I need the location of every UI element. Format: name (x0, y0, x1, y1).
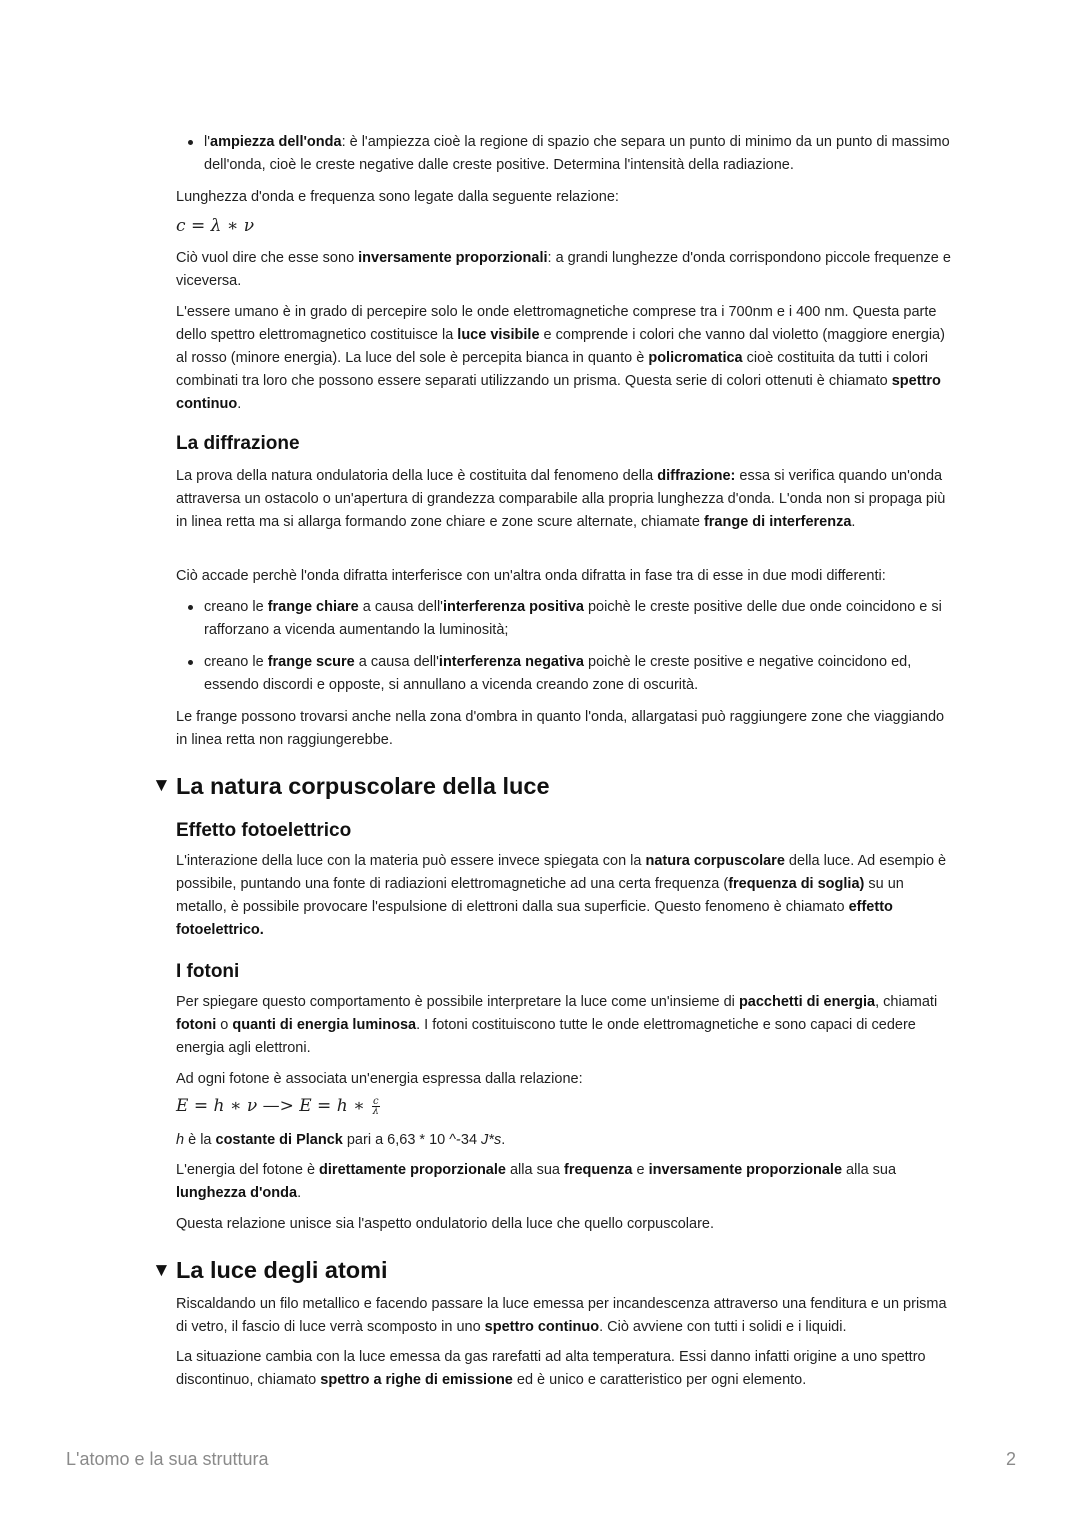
heading-effetto-fotoelettrico: Effetto fotoelettrico (176, 820, 352, 841)
paragraph-planck: h è la costante di Planck pari a 6,63 * 10 ^-34 J*s. (176, 1132, 506, 1148)
heading-fotoni: I fotoni (176, 961, 240, 982)
paragraph-unisce: Questa relazione unisce sia l'aspetto ondulatorio della luce che quello corpuscolare. (176, 1216, 714, 1232)
footer-document-title: L'atomo e la sua struttura (66, 1449, 269, 1469)
paragraph-effetto: L'interazione della luce con la materia può essere invece spiegata con la natura corpuscolare della luce. Ad esempio è possibile, puntando una fonte di radiazioni elettromagnetiche ad una certa frequenza (frequenza di soglia) su un metallo, è possibile provocare l'espulsione di elettroni dalla sua superficie. Questo fenomeno è chiamato effetto fotoelettrico. (176, 853, 947, 938)
paragraph-human-vision: L'essere umano è in grado di percepire solo le onde elettromagnetiche comprese tra i 700nm e i 400 nm. Questa parte dello spettro elettromagnetico costituisce la luce visibile e comprende i colori che vanno dal violetto (maggiore energia) al rosso (minore energia). La luce del sole è percepita bianca in quanto è policromatica cioè costituita da tutti i colori combinati tra loro che possono essere separati utilizzando un prisma. Questa serie di colori ottenuti è chiamato spettro continuo. (176, 304, 945, 412)
toggle-triangle-icon[interactable]: ▼ (152, 775, 171, 796)
bullet-list-amplitude (176, 131, 956, 177)
formula-energy: E = h ∗ ν —> E = h ∗ $\frac{c}{\lambda}$ (176, 1096, 379, 1117)
paragraph-energia: Ad ogni fotone è associata un'energia espressa dalla relazione: (176, 1071, 583, 1087)
list-item: creano le frange scure a causa dell'interferenza negativa poichè le creste positive e negative coincidono ed, essendo discordi e opposte, si annullano a vicenda creando zone di oscurità. (176, 651, 956, 697)
toggle-triangle-icon[interactable]: ▼ (152, 1260, 171, 1281)
paragraph-fotoni: Per spiegare questo comportamento è possibile interpretare la luce come un'insieme di pacchetti di energia, chiamati fotoni o quanti di energia luminosa. I fotoni costituiscono tutte le onde elettromagnetiche e sono capaci di cedere energia agli elettroni. (176, 994, 938, 1056)
paragraph-diffraction-2: Ciò accade perchè l'onda difratta interferisce con un'altra onda difratta in fase tra di esse in due modi differenti: (176, 568, 886, 584)
heading-diffraction: La diffrazione (176, 433, 300, 454)
footer-page-number: 2 (1005, 1449, 1016, 1469)
list-item: l'ampiezza dell'onda: è l'ampiezza cioè la regione di spazio che separa un punto di minimo da un punto di massimo dell'onda, cioè le creste negative dalle creste positive. Determina l'intensità della radiazione. (176, 131, 956, 177)
paragraph-inverse: Ciò vuol dire che esse sono inversamente proporzionali: a grandi lunghezze d'onda corrispondono piccole frequenze e viceversa. (176, 250, 951, 289)
paragraph-atomi-2: La situazione cambia con la luce emessa da gas rarefatti ad alta temperatura. Essi danno infatti origine a uno spettro discontinuo, chiamato spettro a righe di emissione ed è unico e caratteristico per ogni elemento. (176, 1349, 926, 1388)
formula-wave: c = λ ∗ ν (176, 216, 255, 236)
list-item: creano le frange chiare a causa dell'interferenza positiva poichè le creste positive delle due onde coincidono e si rafforzano a vicenda aumentando la luminosità; (176, 596, 956, 642)
paragraph-atomi-1: Riscaldando un filo metallico e facendo passare la luce emessa per incandescenza attraverso una fenditura e un prisma di vetro, il fascio di luce verrà scomposto in uno spettro continuo. Ciò avviene con tutti i solidi e i liquidi. (176, 1296, 947, 1335)
paragraph-relation: Lunghezza d'onda e frequenza sono legate dalla seguente relazione: (176, 189, 619, 205)
paragraph-proporzionalita: L'energia del fotone è direttamente proporzionale alla sua frequenza e inversamente proporzionale alla sua lunghezza d'onda. (176, 1162, 897, 1201)
fraction-c-over-lambda: $\frac{c}{\lambda}$ (372, 1096, 379, 1117)
bullet-list-frange (176, 596, 956, 697)
paragraph-diffraction-1: La prova della natura ondulatoria della luce è costituita dal fenomeno della diffrazione: essa si verifica quando un'onda attraversa un ostacolo o un'apertura di grandezza comparabile alla propria lunghezza d'onda. L'onda non si propaga più in linea retta ma si allarga formando zone chiare e zone scure alternate, chiamate frange di interferenza. (176, 468, 946, 530)
paragraph-diffraction-3: Le frange possono trovarsi anche nella zona d'ombra in quanto l'onda, allargatasi può raggiungere zone che viaggiando in linea retta non raggiungerebbe. (176, 709, 945, 748)
heading-luce-atomi[interactable]: La luce degli atomi (176, 1257, 388, 1283)
heading-corpuscolare[interactable]: La natura corpuscolare della luce (176, 773, 550, 799)
